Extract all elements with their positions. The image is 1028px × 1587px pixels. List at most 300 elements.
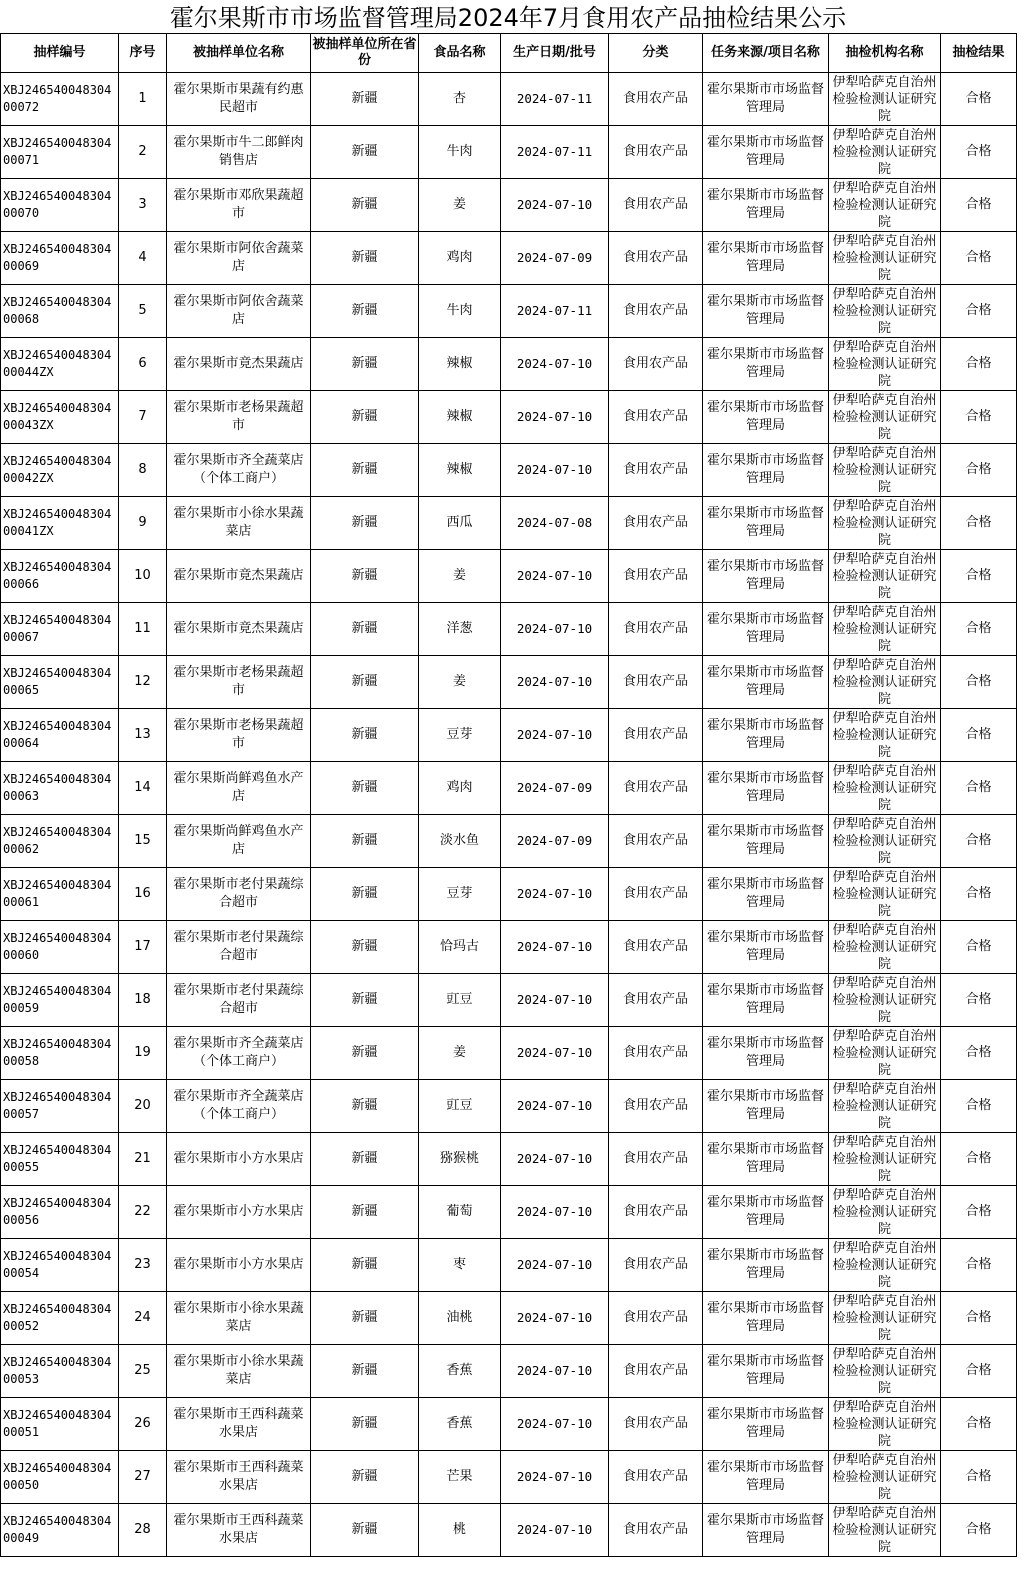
result-cell: 合格 (941, 1451, 1017, 1504)
testing-agency-cell: 伊犁哈萨克自治州检验检测认证研究院 (829, 868, 941, 921)
sample-id-cell: XBJ24654004830400057 (1, 1080, 119, 1133)
task-source-cell: 霍尔果斯市市场监督管理局 (703, 868, 829, 921)
production-date-cell: 2024-07-09 (501, 762, 609, 815)
province-cell: 新疆 (311, 1345, 419, 1398)
task-source-cell: 霍尔果斯市市场监督管理局 (703, 338, 829, 391)
header-production-date: 生产日期/批号 (501, 34, 609, 73)
header-index: 序号 (119, 34, 167, 73)
category-cell: 食用农产品 (609, 73, 703, 126)
table-row (1, 1186, 1017, 1239)
index-cell: 13 (119, 709, 167, 762)
food-name-cell: 辣椒 (419, 338, 501, 391)
testing-agency-cell: 伊犁哈萨克自治州检验检测认证研究院 (829, 338, 941, 391)
result-cell: 合格 (941, 285, 1017, 338)
food-name-cell: 姜 (419, 656, 501, 709)
sample-id-cell: XBJ24654004830400059 (1, 974, 119, 1027)
table-row (1, 1239, 1017, 1292)
province-cell: 新疆 (311, 232, 419, 285)
food-name-cell: 豇豆 (419, 974, 501, 1027)
category-cell: 食用农产品 (609, 762, 703, 815)
category-cell: 食用农产品 (609, 603, 703, 656)
index-cell: 27 (119, 1451, 167, 1504)
testing-agency-cell: 伊犁哈萨克自治州检验检测认证研究院 (829, 921, 941, 974)
task-source-cell: 霍尔果斯市市场监督管理局 (703, 1292, 829, 1345)
sample-id-cell: XBJ24654004830400070 (1, 179, 119, 232)
index-cell: 19 (119, 1027, 167, 1080)
index-cell: 5 (119, 285, 167, 338)
production-date-cell: 2024-07-10 (501, 1398, 609, 1451)
table-row (1, 815, 1017, 868)
table-row (1, 126, 1017, 179)
province-cell: 新疆 (311, 179, 419, 232)
results-table (0, 33, 1017, 1557)
food-name-cell: 西瓜 (419, 497, 501, 550)
table-row (1, 73, 1017, 126)
province-cell: 新疆 (311, 868, 419, 921)
sample-id-cell: XBJ24654004830400041ZX (1, 497, 119, 550)
province-cell: 新疆 (311, 550, 419, 603)
production-date-cell: 2024-07-08 (501, 497, 609, 550)
food-name-cell: 洋葱 (419, 603, 501, 656)
sample-id-cell: XBJ24654004830400052 (1, 1292, 119, 1345)
food-name-cell: 葡萄 (419, 1186, 501, 1239)
province-cell: 新疆 (311, 1133, 419, 1186)
sampled-unit-cell: 霍尔果斯市老杨果蔬超市 (167, 656, 311, 709)
sampled-unit-cell: 霍尔果斯市竟杰果蔬店 (167, 550, 311, 603)
index-cell: 6 (119, 338, 167, 391)
task-source-cell: 霍尔果斯市市场监督管理局 (703, 179, 829, 232)
result-cell: 合格 (941, 1080, 1017, 1133)
testing-agency-cell: 伊犁哈萨克自治州检验检测认证研究院 (829, 497, 941, 550)
header-testing-agency: 抽检机构名称 (829, 34, 941, 73)
production-date-cell: 2024-07-11 (501, 126, 609, 179)
result-cell: 合格 (941, 497, 1017, 550)
result-cell: 合格 (941, 1239, 1017, 1292)
sample-id-cell: XBJ24654004830400043ZX (1, 391, 119, 444)
production-date-cell: 2024-07-09 (501, 815, 609, 868)
result-cell: 合格 (941, 73, 1017, 126)
production-date-cell: 2024-07-10 (501, 1345, 609, 1398)
sampled-unit-cell: 霍尔果斯尚鲜鸡鱼水产店 (167, 762, 311, 815)
production-date-cell: 2024-07-10 (501, 603, 609, 656)
table-row (1, 1451, 1017, 1504)
testing-agency-cell: 伊犁哈萨克自治州检验检测认证研究院 (829, 974, 941, 1027)
index-cell: 8 (119, 444, 167, 497)
testing-agency-cell: 伊犁哈萨克自治州检验检测认证研究院 (829, 285, 941, 338)
sampled-unit-cell: 霍尔果斯市齐全蔬菜店（个体工商户） (167, 1027, 311, 1080)
task-source-cell: 霍尔果斯市市场监督管理局 (703, 391, 829, 444)
header-category: 分类 (609, 34, 703, 73)
food-name-cell: 鸡肉 (419, 762, 501, 815)
task-source-cell: 霍尔果斯市市场监督管理局 (703, 1080, 829, 1133)
sample-id-cell: XBJ24654004830400042ZX (1, 444, 119, 497)
sample-id-cell: XBJ24654004830400058 (1, 1027, 119, 1080)
testing-agency-cell: 伊犁哈萨克自治州检验检测认证研究院 (829, 1451, 941, 1504)
testing-agency-cell: 伊犁哈萨克自治州检验检测认证研究院 (829, 73, 941, 126)
testing-agency-cell: 伊犁哈萨克自治州检验检测认证研究院 (829, 1292, 941, 1345)
table-row (1, 603, 1017, 656)
sample-id-cell: XBJ24654004830400051 (1, 1398, 119, 1451)
index-cell: 22 (119, 1186, 167, 1239)
sample-id-cell: XBJ24654004830400062 (1, 815, 119, 868)
province-cell: 新疆 (311, 338, 419, 391)
index-cell: 17 (119, 921, 167, 974)
index-cell: 4 (119, 232, 167, 285)
food-name-cell: 牛肉 (419, 285, 501, 338)
table-row (1, 762, 1017, 815)
result-cell: 合格 (941, 762, 1017, 815)
sample-id-cell: XBJ24654004830400055 (1, 1133, 119, 1186)
testing-agency-cell: 伊犁哈萨克自治州检验检测认证研究院 (829, 1398, 941, 1451)
production-date-cell: 2024-07-10 (501, 1080, 609, 1133)
result-cell: 合格 (941, 656, 1017, 709)
food-name-cell: 豆芽 (419, 709, 501, 762)
testing-agency-cell: 伊犁哈萨克自治州检验检测认证研究院 (829, 656, 941, 709)
category-cell: 食用农产品 (609, 656, 703, 709)
index-cell: 15 (119, 815, 167, 868)
sampled-unit-cell: 霍尔果斯市邓欣果蔬超市 (167, 179, 311, 232)
task-source-cell: 霍尔果斯市市场监督管理局 (703, 1027, 829, 1080)
category-cell: 食用农产品 (609, 1133, 703, 1186)
production-date-cell: 2024-07-09 (501, 232, 609, 285)
result-cell: 合格 (941, 550, 1017, 603)
province-cell: 新疆 (311, 1239, 419, 1292)
category-cell: 食用农产品 (609, 974, 703, 1027)
task-source-cell: 霍尔果斯市市场监督管理局 (703, 444, 829, 497)
task-source-cell: 霍尔果斯市市场监督管理局 (703, 497, 829, 550)
sampled-unit-cell: 霍尔果斯市小徐水果蔬菜店 (167, 497, 311, 550)
category-cell: 食用农产品 (609, 232, 703, 285)
task-source-cell: 霍尔果斯市市场监督管理局 (703, 762, 829, 815)
result-cell: 合格 (941, 391, 1017, 444)
sampled-unit-cell: 霍尔果斯市小方水果店 (167, 1186, 311, 1239)
production-date-cell: 2024-07-10 (501, 1504, 609, 1557)
province-cell: 新疆 (311, 1027, 419, 1080)
table-row (1, 709, 1017, 762)
table-row (1, 179, 1017, 232)
sampled-unit-cell: 霍尔果斯市阿依舍蔬菜店 (167, 232, 311, 285)
index-cell: 26 (119, 1398, 167, 1451)
testing-agency-cell: 伊犁哈萨克自治州检验检测认证研究院 (829, 1133, 941, 1186)
index-cell: 16 (119, 868, 167, 921)
table-header-row (1, 34, 1017, 73)
sample-id-cell: XBJ24654004830400069 (1, 232, 119, 285)
result-cell: 合格 (941, 603, 1017, 656)
sampled-unit-cell: 霍尔果斯市王西科蔬菜水果店 (167, 1504, 311, 1557)
sample-id-cell: XBJ24654004830400060 (1, 921, 119, 974)
testing-agency-cell: 伊犁哈萨克自治州检验检测认证研究院 (829, 1504, 941, 1557)
result-cell: 合格 (941, 815, 1017, 868)
food-name-cell: 香蕉 (419, 1398, 501, 1451)
production-date-cell: 2024-07-10 (501, 391, 609, 444)
task-source-cell: 霍尔果斯市市场监督管理局 (703, 1504, 829, 1557)
category-cell: 食用农产品 (609, 1239, 703, 1292)
production-date-cell: 2024-07-10 (501, 338, 609, 391)
sampled-unit-cell: 霍尔果斯市小徐水果蔬菜店 (167, 1345, 311, 1398)
index-cell: 2 (119, 126, 167, 179)
task-source-cell: 霍尔果斯市市场监督管理局 (703, 1186, 829, 1239)
table-row (1, 1292, 1017, 1345)
category-cell: 食用农产品 (609, 444, 703, 497)
production-date-cell: 2024-07-10 (501, 550, 609, 603)
task-source-cell: 霍尔果斯市市场监督管理局 (703, 73, 829, 126)
sample-id-cell: XBJ24654004830400054 (1, 1239, 119, 1292)
food-name-cell: 芒果 (419, 1451, 501, 1504)
result-cell: 合格 (941, 338, 1017, 391)
testing-agency-cell: 伊犁哈萨克自治州检验检测认证研究院 (829, 762, 941, 815)
food-name-cell: 豇豆 (419, 1080, 501, 1133)
table-row (1, 921, 1017, 974)
index-cell: 21 (119, 1133, 167, 1186)
table-row (1, 232, 1017, 285)
task-source-cell: 霍尔果斯市市场监督管理局 (703, 1133, 829, 1186)
food-name-cell: 恰玛古 (419, 921, 501, 974)
sampled-unit-cell: 霍尔果斯市老付果蔬综合超市 (167, 921, 311, 974)
table-row (1, 1398, 1017, 1451)
result-cell: 合格 (941, 709, 1017, 762)
province-cell: 新疆 (311, 391, 419, 444)
index-cell: 23 (119, 1239, 167, 1292)
sample-id-cell: XBJ24654004830400050 (1, 1451, 119, 1504)
food-name-cell: 鸡肉 (419, 232, 501, 285)
production-date-cell: 2024-07-10 (501, 656, 609, 709)
category-cell: 食用农产品 (609, 179, 703, 232)
index-cell: 10 (119, 550, 167, 603)
header-result: 抽检结果 (941, 34, 1017, 73)
province-cell: 新疆 (311, 921, 419, 974)
sample-id-cell: XBJ24654004830400044ZX (1, 338, 119, 391)
testing-agency-cell: 伊犁哈萨克自治州检验检测认证研究院 (829, 1239, 941, 1292)
result-cell: 合格 (941, 126, 1017, 179)
task-source-cell: 霍尔果斯市市场监督管理局 (703, 921, 829, 974)
index-cell: 25 (119, 1345, 167, 1398)
result-cell: 合格 (941, 444, 1017, 497)
header-sample-id: 抽样编号 (1, 34, 119, 73)
testing-agency-cell: 伊犁哈萨克自治州检验检测认证研究院 (829, 1080, 941, 1133)
task-source-cell: 霍尔果斯市市场监督管理局 (703, 1345, 829, 1398)
index-cell: 24 (119, 1292, 167, 1345)
index-cell: 1 (119, 73, 167, 126)
food-name-cell: 杏 (419, 73, 501, 126)
category-cell: 食用农产品 (609, 285, 703, 338)
sample-id-cell: XBJ24654004830400067 (1, 603, 119, 656)
result-cell: 合格 (941, 1292, 1017, 1345)
production-date-cell: 2024-07-10 (501, 1186, 609, 1239)
production-date-cell: 2024-07-10 (501, 709, 609, 762)
province-cell: 新疆 (311, 709, 419, 762)
sampled-unit-cell: 霍尔果斯市牛二郎鲜肉销售店 (167, 126, 311, 179)
table-row (1, 868, 1017, 921)
testing-agency-cell: 伊犁哈萨克自治州检验检测认证研究院 (829, 709, 941, 762)
sampled-unit-cell: 霍尔果斯市竟杰果蔬店 (167, 603, 311, 656)
production-date-cell: 2024-07-10 (501, 1292, 609, 1345)
table-row (1, 338, 1017, 391)
result-cell: 合格 (941, 1027, 1017, 1080)
sample-id-cell: XBJ24654004830400071 (1, 126, 119, 179)
task-source-cell: 霍尔果斯市市场监督管理局 (703, 656, 829, 709)
province-cell: 新疆 (311, 656, 419, 709)
food-name-cell: 辣椒 (419, 391, 501, 444)
category-cell: 食用农产品 (609, 709, 703, 762)
province-cell: 新疆 (311, 815, 419, 868)
category-cell: 食用农产品 (609, 550, 703, 603)
sample-id-cell: XBJ24654004830400066 (1, 550, 119, 603)
category-cell: 食用农产品 (609, 1292, 703, 1345)
index-cell: 20 (119, 1080, 167, 1133)
table-row (1, 497, 1017, 550)
sampled-unit-cell: 霍尔果斯市果蔬有约惠民超市 (167, 73, 311, 126)
table-row (1, 550, 1017, 603)
province-cell: 新疆 (311, 1451, 419, 1504)
food-name-cell: 油桃 (419, 1292, 501, 1345)
testing-agency-cell: 伊犁哈萨克自治州检验检测认证研究院 (829, 550, 941, 603)
category-cell: 食用农产品 (609, 921, 703, 974)
index-cell: 28 (119, 1504, 167, 1557)
production-date-cell: 2024-07-10 (501, 974, 609, 1027)
sampled-unit-cell: 霍尔果斯市齐全蔬菜店（个体工商户） (167, 1080, 311, 1133)
header-food-name: 食品名称 (419, 34, 501, 73)
food-name-cell: 猕猴桃 (419, 1133, 501, 1186)
category-cell: 食用农产品 (609, 391, 703, 444)
task-source-cell: 霍尔果斯市市场监督管理局 (703, 550, 829, 603)
testing-agency-cell: 伊犁哈萨克自治州检验检测认证研究院 (829, 815, 941, 868)
table-body (1, 73, 1017, 1557)
result-cell: 合格 (941, 868, 1017, 921)
sampled-unit-cell: 霍尔果斯市齐全蔬菜店（个体工商户） (167, 444, 311, 497)
sampled-unit-cell: 霍尔果斯市小徐水果蔬菜店 (167, 1292, 311, 1345)
index-cell: 12 (119, 656, 167, 709)
table-row (1, 285, 1017, 338)
production-date-cell: 2024-07-10 (501, 1451, 609, 1504)
testing-agency-cell: 伊犁哈萨克自治州检验检测认证研究院 (829, 179, 941, 232)
task-source-cell: 霍尔果斯市市场监督管理局 (703, 603, 829, 656)
food-name-cell: 姜 (419, 550, 501, 603)
task-source-cell: 霍尔果斯市市场监督管理局 (703, 709, 829, 762)
page-title: 霍尔果斯市市场监督管理局2024年7月食用农产品抽检结果公示 (169, 4, 847, 32)
category-cell: 食用农产品 (609, 1398, 703, 1451)
category-cell: 食用农产品 (609, 1186, 703, 1239)
category-cell: 食用农产品 (609, 1451, 703, 1504)
result-cell: 合格 (941, 921, 1017, 974)
sample-id-cell: XBJ24654004830400056 (1, 1186, 119, 1239)
sampled-unit-cell: 霍尔果斯市王西科蔬菜水果店 (167, 1451, 311, 1504)
production-date-cell: 2024-07-11 (501, 285, 609, 338)
task-source-cell: 霍尔果斯市市场监督管理局 (703, 815, 829, 868)
province-cell: 新疆 (311, 1398, 419, 1451)
sample-id-cell: XBJ24654004830400068 (1, 285, 119, 338)
production-date-cell: 2024-07-10 (501, 921, 609, 974)
result-cell: 合格 (941, 1186, 1017, 1239)
result-cell: 合格 (941, 1398, 1017, 1451)
province-cell: 新疆 (311, 1186, 419, 1239)
food-name-cell: 豆芽 (419, 868, 501, 921)
sample-id-cell: XBJ24654004830400053 (1, 1345, 119, 1398)
result-cell: 合格 (941, 1345, 1017, 1398)
sample-id-cell: XBJ24654004830400063 (1, 762, 119, 815)
sampled-unit-cell: 霍尔果斯市老付果蔬综合超市 (167, 974, 311, 1027)
result-cell: 合格 (941, 179, 1017, 232)
header-task-source: 任务来源/项目名称 (703, 34, 829, 73)
food-name-cell: 香蕉 (419, 1345, 501, 1398)
province-cell: 新疆 (311, 762, 419, 815)
sample-id-cell: XBJ24654004830400061 (1, 868, 119, 921)
sampled-unit-cell: 霍尔果斯市王西科蔬菜水果店 (167, 1398, 311, 1451)
food-name-cell: 牛肉 (419, 126, 501, 179)
province-cell: 新疆 (311, 1292, 419, 1345)
table-row (1, 656, 1017, 709)
sampled-unit-cell: 霍尔果斯市小方水果店 (167, 1239, 311, 1292)
province-cell: 新疆 (311, 1080, 419, 1133)
production-date-cell: 2024-07-10 (501, 1133, 609, 1186)
table-row (1, 1080, 1017, 1133)
table-row (1, 974, 1017, 1027)
testing-agency-cell: 伊犁哈萨克自治州检验检测认证研究院 (829, 391, 941, 444)
production-date-cell: 2024-07-10 (501, 868, 609, 921)
production-date-cell: 2024-07-10 (501, 1239, 609, 1292)
category-cell: 食用农产品 (609, 1027, 703, 1080)
production-date-cell: 2024-07-10 (501, 179, 609, 232)
food-name-cell: 姜 (419, 179, 501, 232)
testing-agency-cell: 伊犁哈萨克自治州检验检测认证研究院 (829, 1027, 941, 1080)
province-cell: 新疆 (311, 603, 419, 656)
sampled-unit-cell: 霍尔果斯市小方水果店 (167, 1133, 311, 1186)
task-source-cell: 霍尔果斯市市场监督管理局 (703, 232, 829, 285)
sampled-unit-cell: 霍尔果斯尚鲜鸡鱼水产店 (167, 815, 311, 868)
food-name-cell: 淡水鱼 (419, 815, 501, 868)
index-cell: 11 (119, 603, 167, 656)
task-source-cell: 霍尔果斯市市场监督管理局 (703, 285, 829, 338)
testing-agency-cell: 伊犁哈萨克自治州检验检测认证研究院 (829, 1186, 941, 1239)
production-date-cell: 2024-07-11 (501, 73, 609, 126)
header-sampled-unit: 被抽样单位名称 (167, 34, 311, 73)
food-name-cell: 辣椒 (419, 444, 501, 497)
task-source-cell: 霍尔果斯市市场监督管理局 (703, 1451, 829, 1504)
sample-id-cell: XBJ24654004830400049 (1, 1504, 119, 1557)
category-cell: 食用农产品 (609, 1504, 703, 1557)
result-cell: 合格 (941, 232, 1017, 285)
result-cell: 合格 (941, 1504, 1017, 1557)
table-row (1, 1504, 1017, 1557)
sampled-unit-cell: 霍尔果斯市老杨果蔬超市 (167, 709, 311, 762)
testing-agency-cell: 伊犁哈萨克自治州检验检测认证研究院 (829, 126, 941, 179)
category-cell: 食用农产品 (609, 1345, 703, 1398)
table-row (1, 1027, 1017, 1080)
category-cell: 食用农产品 (609, 338, 703, 391)
table-row (1, 444, 1017, 497)
sample-id-cell: XBJ24654004830400072 (1, 73, 119, 126)
food-name-cell: 桃 (419, 1504, 501, 1557)
index-cell: 9 (119, 497, 167, 550)
index-cell: 14 (119, 762, 167, 815)
task-source-cell: 霍尔果斯市市场监督管理局 (703, 974, 829, 1027)
index-cell: 7 (119, 391, 167, 444)
sampled-unit-cell: 霍尔果斯市老杨果蔬超市 (167, 391, 311, 444)
index-cell: 3 (119, 179, 167, 232)
testing-agency-cell: 伊犁哈萨克自治州检验检测认证研究院 (829, 603, 941, 656)
province-cell: 新疆 (311, 444, 419, 497)
province-cell: 新疆 (311, 73, 419, 126)
sampled-unit-cell: 霍尔果斯市老付果蔬综合超市 (167, 868, 311, 921)
index-cell: 18 (119, 974, 167, 1027)
table-row (1, 1133, 1017, 1186)
testing-agency-cell: 伊犁哈萨克自治州检验检测认证研究院 (829, 1345, 941, 1398)
task-source-cell: 霍尔果斯市市场监督管理局 (703, 1398, 829, 1451)
province-cell: 新疆 (311, 1504, 419, 1557)
food-name-cell: 姜 (419, 1027, 501, 1080)
province-cell: 新疆 (311, 285, 419, 338)
testing-agency-cell: 伊犁哈萨克自治州检验检测认证研究院 (829, 444, 941, 497)
sampled-unit-cell: 霍尔果斯市阿依舍蔬菜店 (167, 285, 311, 338)
